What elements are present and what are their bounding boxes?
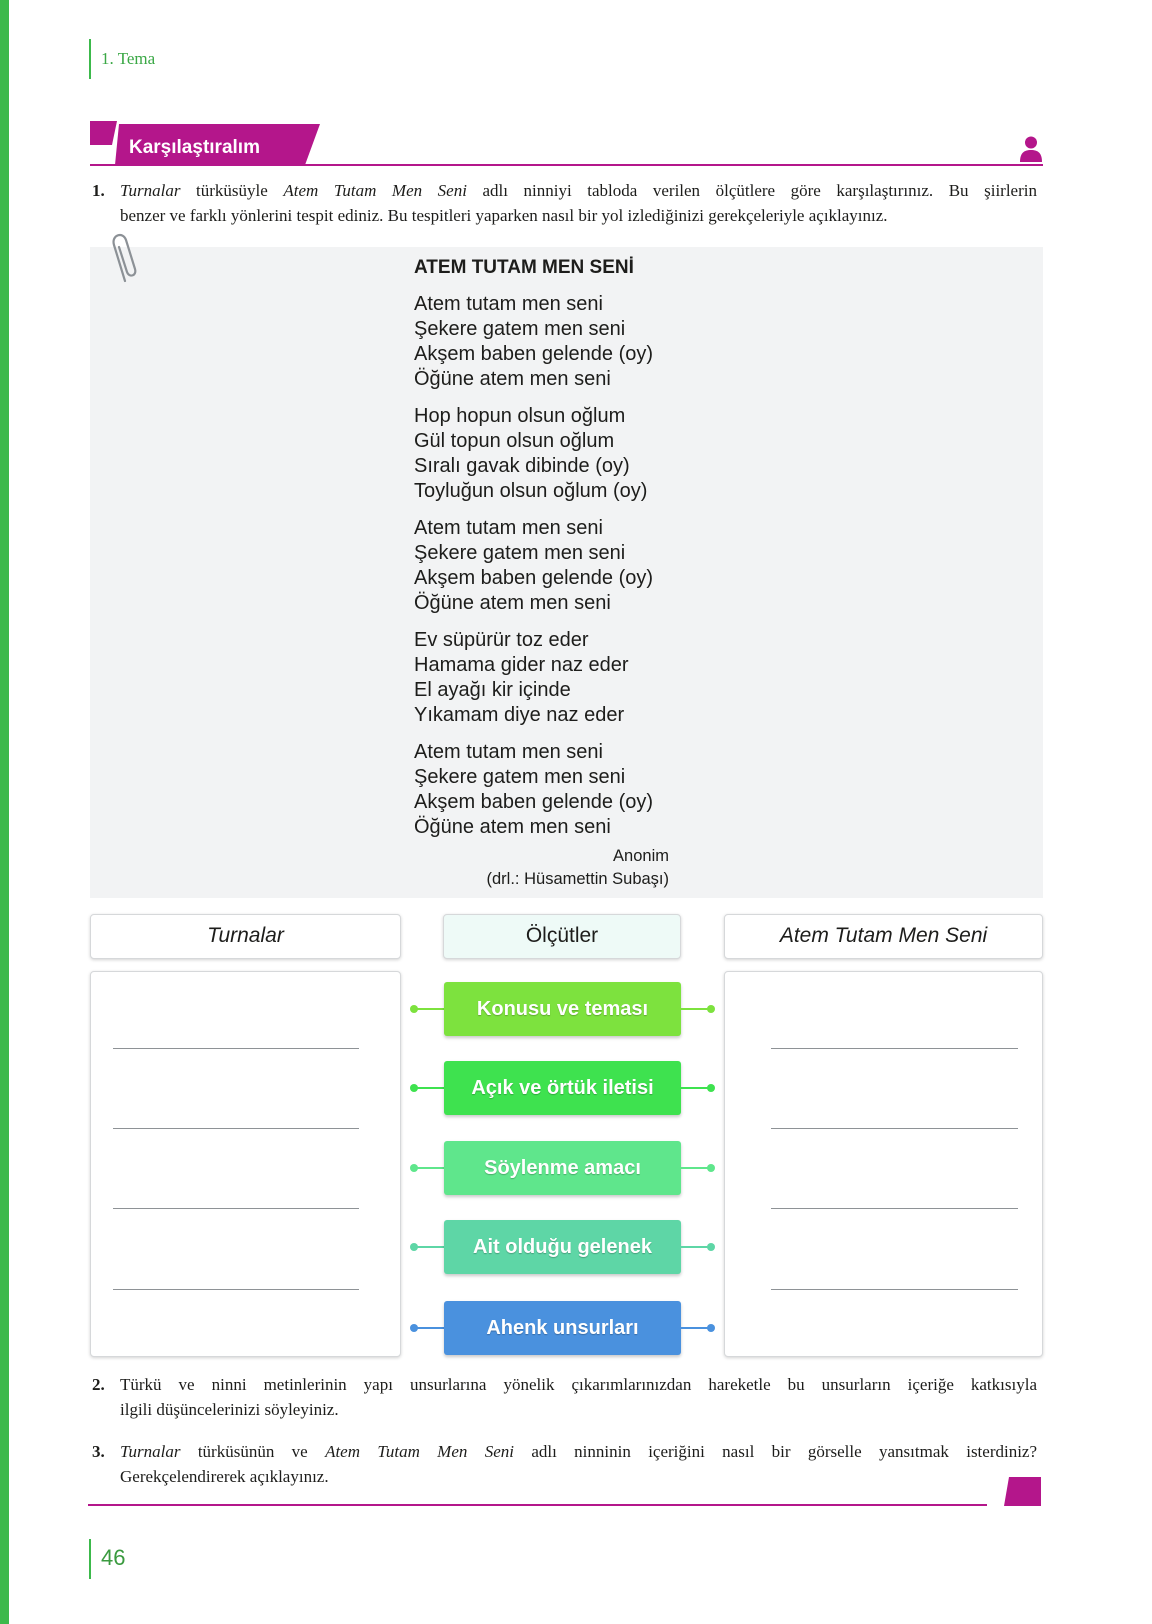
poem-stanza — [414, 628, 714, 728]
footer-divider — [89, 1539, 91, 1579]
question-line — [120, 1372, 1037, 1397]
text-segment: Türkü ve ninni metinlerinin yapı unsurlarına yönelik çıkarımlarınızdan hareketle bu unsurların içeriğe katkısıyla — [120, 1375, 1037, 1394]
poem-line: Akşem baben gelende (oy) — [414, 343, 654, 365]
section-title: Karşılaştıralım — [129, 137, 260, 158]
connector-dot-right — [707, 1005, 715, 1013]
question-text — [120, 178, 1037, 228]
poem-attribution — [414, 845, 669, 891]
right-column-header: Atem Tutam Men Seni — [724, 914, 1043, 959]
text-segment: türküsüyle — [180, 181, 284, 200]
connector-line-left — [414, 1087, 444, 1089]
writing-line — [771, 1048, 1018, 1049]
question-text — [120, 1372, 1037, 1422]
poem — [414, 255, 714, 840]
poem-line: Şekere gatem men seni — [414, 542, 626, 564]
poem-title: ATEM TUTAM MEN SENİ — [414, 257, 634, 278]
poem-line: Ev süpürür toz eder — [414, 629, 589, 651]
poem-line: Şekere gatem men seni — [414, 766, 626, 788]
poem-line: Atem tutam men seni — [414, 517, 603, 539]
italic-title: Atem Tutam Men Seni — [283, 181, 467, 200]
green-side-bar — [0, 0, 9, 1624]
question-line — [120, 1464, 1037, 1489]
writing-line — [113, 1128, 359, 1129]
writing-line — [113, 1048, 359, 1049]
poem-line: Öğüne atem men seni — [414, 816, 611, 838]
person-icon — [1019, 136, 1043, 162]
poem-line: Toyluğun olsun oğlum (oy) — [414, 480, 648, 502]
paperclip-icon — [105, 229, 145, 289]
poem-line: Atem tutam men seni — [414, 293, 603, 315]
poem-stanza — [414, 292, 714, 392]
writing-line — [771, 1208, 1018, 1209]
question-number: 3. — [92, 1442, 105, 1461]
criterion-label: Ahenk unsurları — [444, 1301, 681, 1355]
text-segment: türküsünün ve — [180, 1442, 326, 1461]
poem-compiler: (drl.: Hüsamettin Subaşı) — [486, 870, 669, 888]
writing-line — [113, 1208, 359, 1209]
criterion-label: Konusu ve teması — [444, 982, 681, 1036]
connector-dot-right — [707, 1324, 715, 1332]
poem-stanza — [414, 404, 714, 504]
poem-line: Öğüne atem men seni — [414, 368, 611, 390]
text-segment: benzer ve farklı yönlerini tespit ediniz. Bu tespitleri yaparken nasıl bir yol izlediğinizi gerekçeleriyle açıklayınız. — [120, 206, 888, 225]
poem-stanza — [414, 516, 714, 616]
criterion-label: Ait olduğu gelenek — [444, 1220, 681, 1274]
question-line — [120, 1439, 1037, 1464]
connector-dot-right — [707, 1243, 715, 1251]
connector-dot-right — [707, 1164, 715, 1172]
poem-line: Hop hopun olsun oğlum — [414, 405, 626, 427]
bottom-rule — [88, 1504, 987, 1506]
question-line — [120, 178, 1037, 203]
criterion-row — [410, 1301, 716, 1355]
connector-line-left — [414, 1327, 444, 1329]
text-segment: adlı ninniyi tabloda verilen ölçütlere göre karşılaştırınız. Bu şiirlerin — [466, 181, 1037, 200]
connector-line-left — [414, 1167, 444, 1169]
italic-title: Turnalar — [120, 1442, 181, 1461]
page-number: 46 — [101, 1545, 126, 1570]
poem-line: Yıkamam diye naz eder — [414, 704, 625, 726]
criterion-row — [410, 1220, 716, 1274]
corner-marker — [1004, 1477, 1042, 1507]
italic-title: Turnalar — [120, 181, 181, 200]
criterion-row — [410, 1141, 716, 1195]
writing-line — [771, 1128, 1018, 1129]
poem-line: El ayağı kir içinde — [414, 679, 571, 701]
right-answer-box — [724, 971, 1043, 1357]
connector-dot-right — [707, 1084, 715, 1092]
connector-line-left — [414, 1246, 444, 1248]
writing-line — [771, 1289, 1018, 1290]
connector-line-left — [414, 1008, 444, 1010]
criterion-row — [410, 1061, 716, 1115]
poem-line: Atem tutam men seni — [414, 741, 603, 763]
text-segment: adlı ninninin içeriğini nasıl bir görselle yansıtmak isterdiniz? — [514, 1442, 1038, 1461]
theme-label: 1. Tema — [101, 49, 156, 68]
criterion-row — [410, 982, 716, 1036]
question-number: 1. — [92, 181, 105, 200]
question-line — [120, 203, 1037, 228]
poem-stanza — [414, 740, 714, 840]
poem-line: Gül topun olsun oğlum — [414, 430, 615, 452]
poem-line: Akşem baben gelende (oy) — [414, 791, 654, 813]
left-answer-box — [90, 971, 401, 1357]
left-column-header: Turnalar — [90, 914, 401, 959]
poem-line: Hamama gider naz eder — [414, 654, 629, 676]
question-number: 2. — [92, 1375, 105, 1394]
poem-author: Anonim — [613, 847, 669, 865]
poem-line: Şekere gatem men seni — [414, 318, 626, 340]
writing-line — [113, 1289, 359, 1290]
middle-column-header: Ölçütler — [443, 914, 681, 959]
italic-title: Atem Tutam Men Seni — [325, 1442, 515, 1461]
text-segment: Gerekçelendirerek açıklayınız. — [120, 1467, 329, 1486]
question-line — [120, 1397, 1037, 1422]
poem-line: Akşem baben gelende (oy) — [414, 567, 654, 589]
poem-line: Öğüne atem men seni — [414, 592, 611, 614]
text-segment: ilgili düşüncelerinizi söyleyiniz. — [120, 1400, 339, 1419]
header-divider — [89, 39, 91, 79]
criterion-label: Açık ve örtük iletisi — [444, 1061, 681, 1115]
criterion-label: Söylenme amacı — [444, 1141, 681, 1195]
question-text — [120, 1439, 1037, 1489]
poem-line: Sıralı gavak dibinde (oy) — [414, 455, 630, 477]
section-underline — [90, 164, 1043, 166]
